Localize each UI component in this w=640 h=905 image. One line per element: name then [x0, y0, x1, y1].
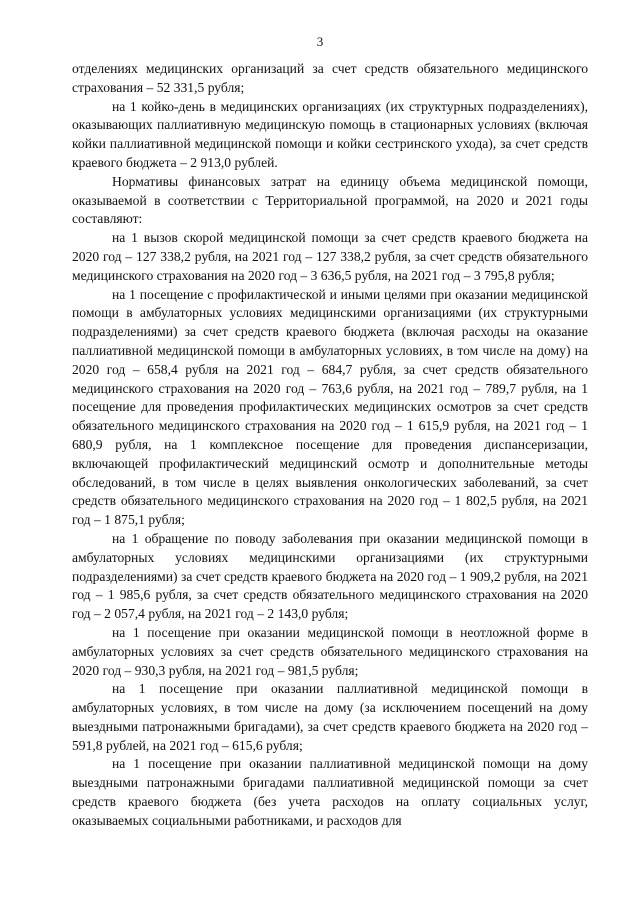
paragraph: на 1 посещение при оказании медицинской помощи в неотложной форме в амбулаторных условиях за счет средств обязательного медицинского страхования на 2020 год – 930,3 рубля, на 2021 год – 981,5 рубля; — [72, 624, 588, 678]
paragraph: отделениях медицинских организаций за счет средств обязательного медицинского страхования – 52 331,5 рубля; — [72, 61, 588, 95]
body-text — [72, 60, 588, 831]
paragraph: на 1 посещение при оказании паллиативной медицинской помощи на дому выездными патронажными бригадами паллиативной медицинской помощи за счет средств краевого бюджета (без учета расходов на оплату социальных услуг, оказываемых социальными работниками, и расходов для — [72, 756, 588, 828]
paragraph: на 1 койко-день в медицинских организациях (их структурных подразделениях), оказывающих паллиативную медицинскую помощь в стационарных условиях (включая койки паллиативной медицинской помощи и койки сестринского ухода), за счет средств краевого бюджета – 2 913,0 рублей. — [72, 98, 588, 170]
paragraph: на 1 вызов скорой медицинской помощи за счет средств краевого бюджета на 2020 год – 127 338,2 рубля, на 2021 год – 127 338,2 рубля, за счет средств обязательного медицинского страхования на 2020 год – 3 636,5 рубля, на 2021 год – 3 795,8 рубля; — [72, 230, 588, 283]
page-number: 3 — [316, 34, 324, 49]
paragraph: на 1 обращение по поводу заболевания при оказании медицинской помощи в амбулаторных условиях медицинскими организациями (их структурными подразделениями) за счет средств краевого бюджета на 2020 год – 1 909,2 рубля, на 2021 год – 1 985,6 рубля, за счет средств обязательного медицинского страхования на 2020 год – 2 057,4 рубля, на 2021 год – 2 143,0 рубля; — [72, 530, 588, 622]
paragraph: на 1 посещение при оказании паллиативной медицинской помощи в амбулаторных условиях, в том числе на дому (за исключением посещений на дому выездными патронажными бригадами), за счет средств краевого бюджета на 2020 год – 591,8 рублей, на 2021 год – 615,6 рубля; — [72, 681, 588, 753]
paragraph: Нормативы финансовых затрат на единицу объема медицинской помощи, оказываемой в соответствии с Территориальной программой, на 2020 и 2021 годы составляют: — [72, 173, 588, 227]
paragraph: на 1 посещение с профилактической и иными целями при оказании медицинской помощи в амбулаторных условиях медицинскими организациями (их структурными подразделениями) за счет средств краевого бюджета (включая расходы на оказание паллиативной медицинской помощи в амбулаторных условиях, в том числе на дому) на 2020 год – 658,4 рубля на 2021 год – 684,7 рубля, за счет средств обязательного медицинского страхования на 2020 год – 763,6 рубля, на 2021 год – 789,7 рубля, на 1 посещение для проведения профилактических медицинских осмотров за счет средств обязательного медицинского страхования на 2020 год – 1 615,9 рубля, на 2021 год – 1 680,9 рубля, на 1 комплексное посещение для проведения диспансеризации, включающей профилактический медицинский осмотр и дополнительные методы обследований, в том числе в целях выявления онкологических заболеваний, за счет средств обязательного медицинского страхования на 2020 год – 1 802,5 рубля, на 2021 год – 1 875,1 рубля; — [72, 286, 588, 528]
